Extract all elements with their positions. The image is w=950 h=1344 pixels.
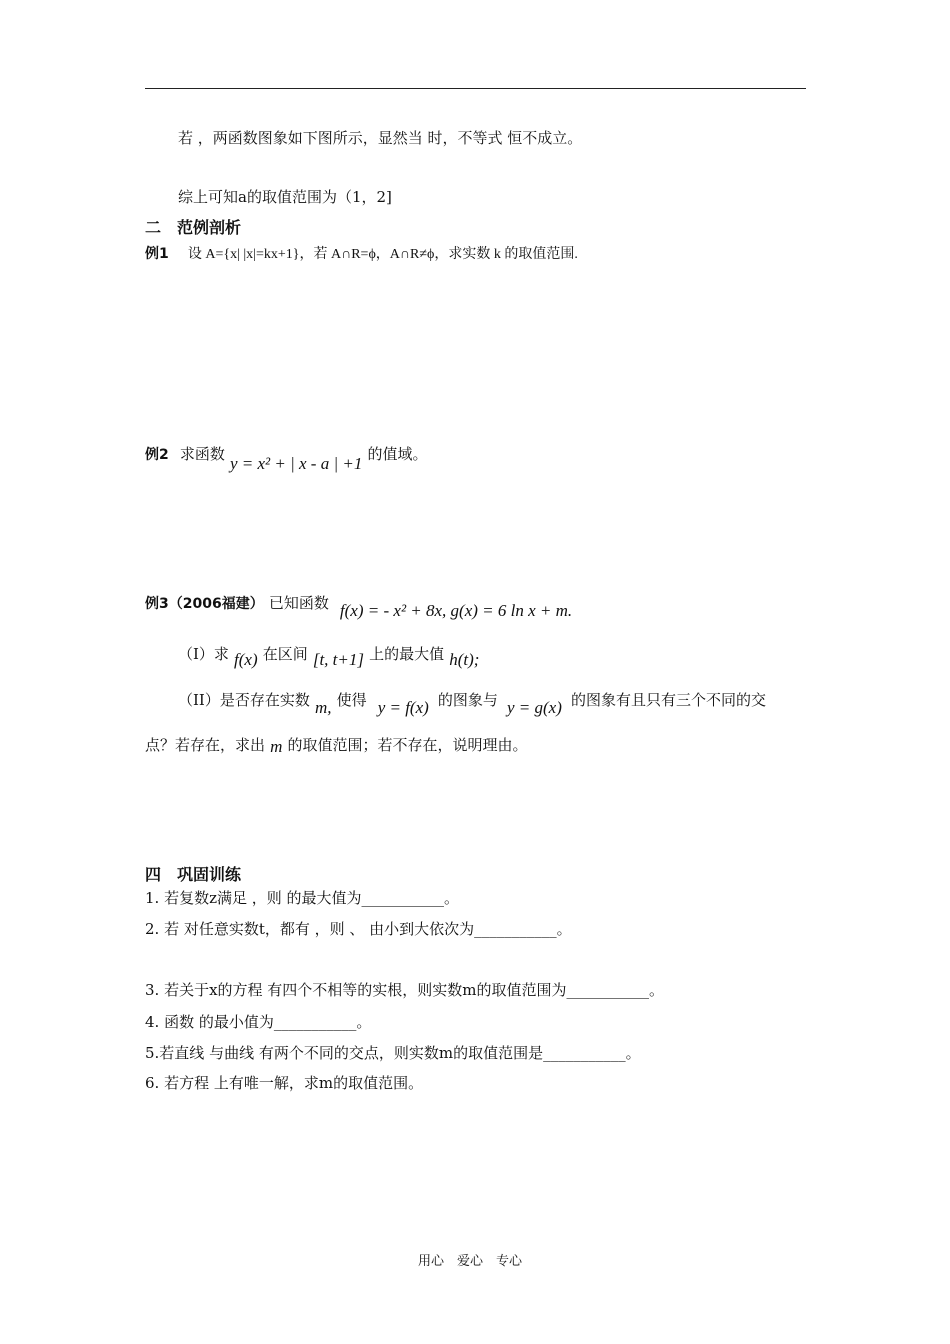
part-1-prefix: （I）求 bbox=[178, 645, 229, 663]
example-2 bbox=[145, 444, 428, 473]
example-2-label: 例2 bbox=[145, 447, 169, 463]
header-rule bbox=[145, 88, 806, 89]
intro-line-1: 若 ，两函数图象如下图所示，显然当 时，不等式 恒不成立。 bbox=[178, 129, 583, 147]
part-2-prefix: （II）是否存在实数 bbox=[178, 691, 310, 709]
part-2-f: y = f(x) bbox=[377, 698, 429, 717]
part-2-g: y = g(x) bbox=[507, 698, 562, 717]
example-3-part-2-line-2 bbox=[145, 735, 528, 755]
exercise-6: 6. 若方程 上有唯一解，求m的取值范围。 bbox=[145, 1074, 424, 1092]
example-3-prefix: 已知函数 bbox=[268, 594, 329, 612]
example-1 bbox=[145, 243, 578, 263]
intro-line-2: 综上可知a的取值范围为（1，2] bbox=[178, 188, 392, 206]
example-1-label: 例1 bbox=[145, 246, 169, 262]
example-3-formula: f(x) = - x² + 8x, g(x) = 6 ln x + m. bbox=[339, 601, 573, 620]
example-3-label: 例3（2006福建） bbox=[145, 596, 264, 612]
example-1-text: 设 A={x| |x|=kx+1}，若 A∩R=ϕ，A∩R≠ϕ，求实数 k 的取值范围. bbox=[187, 247, 578, 262]
part-2-m: m, bbox=[314, 698, 332, 717]
section-4-title: 四 巩固训练 bbox=[145, 865, 242, 884]
part-2-line-2-prefix: 点？若存在，求出 bbox=[145, 736, 266, 754]
part-2-line-2-suffix: 的取值范围；若不存在，说明理由。 bbox=[287, 736, 528, 754]
exercise-1: 1. 若复数z满足 ，则 的最大值为___________。 bbox=[145, 889, 460, 907]
part-1-mid: 在区间 bbox=[262, 645, 308, 663]
section-2-title: 二 范例剖析 bbox=[145, 218, 242, 237]
part-1-mid2: 上的最大值 bbox=[369, 645, 445, 663]
part-1-interval: [t, t+1] bbox=[312, 650, 364, 669]
page-footer: 用心 爱心 专心 bbox=[418, 1254, 523, 1269]
example-3 bbox=[145, 593, 573, 620]
part-1-h: h(t); bbox=[449, 650, 480, 669]
example-3-part-1 bbox=[178, 644, 480, 669]
part-2-mid: 使得 bbox=[336, 691, 367, 709]
example-2-suffix: 的值域。 bbox=[367, 445, 428, 463]
exercise-3: 3. 若关于x的方程 有四个不相等的实根，则实数m的取值范围为___________。 bbox=[145, 981, 665, 999]
example-2-prefix: 求函数 bbox=[179, 445, 225, 463]
exercise-4: 4. 函数 的最小值为___________。 bbox=[145, 1013, 372, 1031]
part-2-line-2-m: m bbox=[270, 737, 283, 756]
exercise-2: 2. 若 对任意实数t，都有 ，则 、 由小到大依次为___________。 bbox=[145, 920, 572, 938]
part-1-f: f(x) bbox=[234, 650, 258, 669]
part-2-suffix: 的图象有且只有三个不同的交 bbox=[570, 691, 766, 709]
exercise-5: 5.若直线 与曲线 有两个不同的交点，则实数m的取值范围是___________。 bbox=[145, 1044, 641, 1062]
example-3-part-2 bbox=[178, 690, 766, 717]
part-2-mid2: 的图象与 bbox=[437, 691, 498, 709]
example-2-formula: y = x² + | x - a | +1 bbox=[229, 454, 363, 473]
